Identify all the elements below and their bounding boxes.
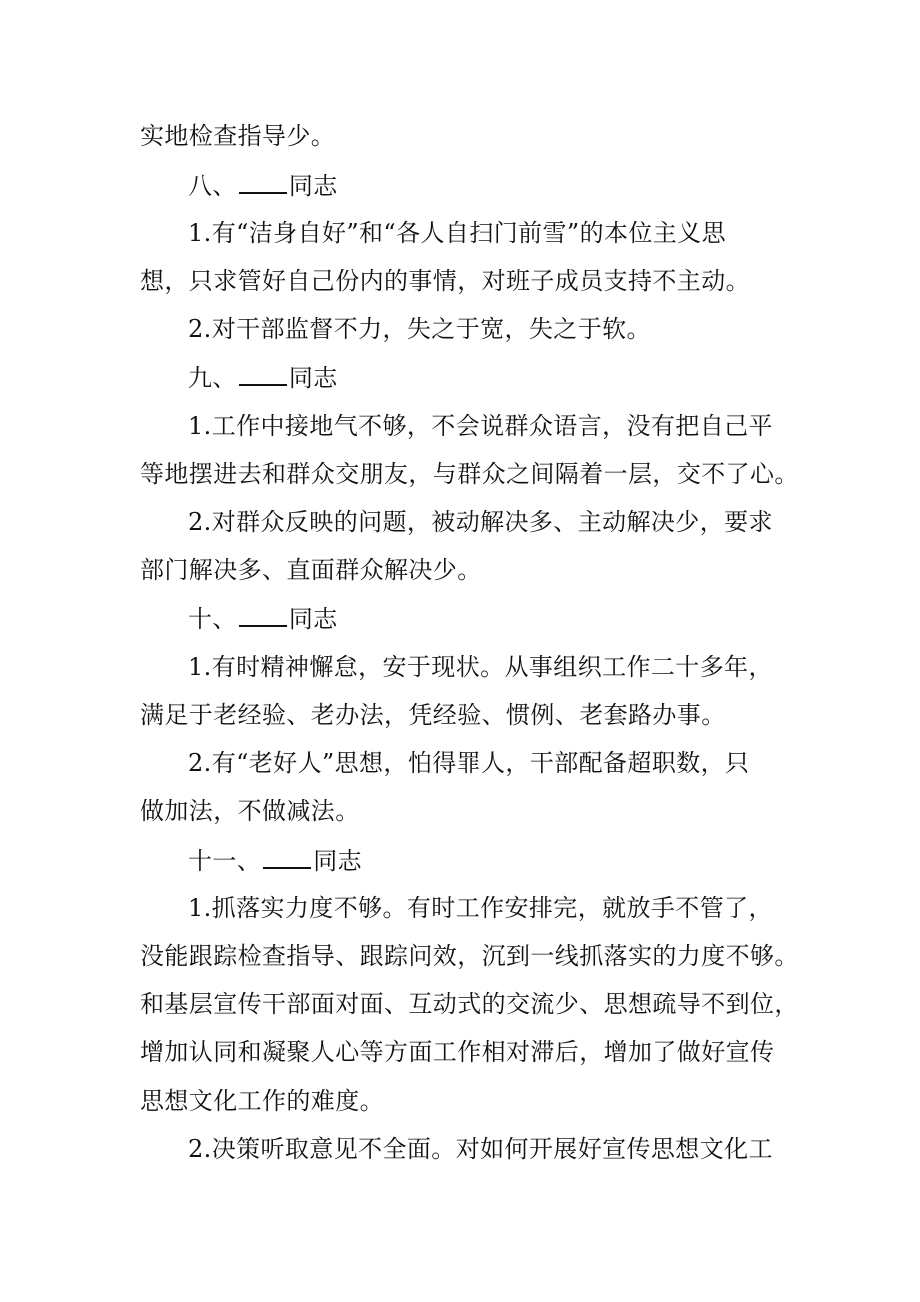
paragraph-line: 思想文化工作的难度。 [140,1087,384,1115]
paragraph-line: 2.对群众反映的问题，被动解决多、主动解决少，要求 [188,508,773,536]
name-blank [263,845,311,869]
paragraph-line: 满足于老经验、老办法，凭经验、惯例、老套路办事。 [140,701,726,729]
paragraph-line: 和基层宣传干部面对面、互动式的交流少、思想疏导不到位， [140,990,799,1018]
name-blank [239,170,287,194]
paragraph-line: 1.工作中接地气不够，不会说群众语言，没有把自己平 [188,412,773,440]
paragraph-line: 1.抓落实力度不够。有时工作安排完，就放手不管了， [188,894,773,922]
paragraph-line: 做加法，不做减法。 [140,797,360,825]
paragraph-line: 想，只求管好自己份内的事情，对班子成员支持不主动。 [140,267,750,295]
section-number: 十、 [188,605,237,633]
paragraph-line: 等地摆进去和群众交朋友，与群众之间隔着一层，交不了心。 [140,460,799,488]
section-number: 八、 [188,172,237,200]
section-heading-9 [188,362,338,393]
section-suffix: 同志 [313,847,363,875]
paragraph-line: 增加认同和凝聚人心等方面工作相对滞后，增加了做好宣传 [140,1038,775,1066]
paragraph-line: 2.决策听取意见不全面。对如何开展好宣传思想文化工 [188,1135,773,1163]
section-heading-11 [188,845,362,876]
section-suffix: 同志 [288,605,338,633]
paragraph-line: 1.有时精神懈怠，安于现状。从事组织工作二十多年， [188,653,773,681]
section-number: 十一、 [188,847,262,875]
paragraph-line: 1.有“洁身自好”和“各人自扫门前雪”的本位主义思 [188,219,726,247]
paragraph-line: 2.对干部监督不力，失之于宽，失之于软。 [188,315,651,343]
section-suffix: 同志 [288,172,338,200]
paragraph-line: 2.有“老好人”思想，怕得罪人，干部配备超职数，只 [188,749,750,777]
name-blank [239,362,287,386]
paragraph-line: 部门解决多、直面群众解决少。 [140,556,482,584]
section-suffix: 同志 [288,364,338,392]
section-heading-10 [188,603,338,634]
text-line: 实地检查指导少。 [140,122,336,150]
name-blank [239,603,287,627]
paragraph-line: 没能跟踪检查指导、跟踪问效，沉到一线抓落实的力度不够。 [140,942,799,970]
section-heading-8 [188,170,338,201]
section-number: 九、 [188,364,237,392]
